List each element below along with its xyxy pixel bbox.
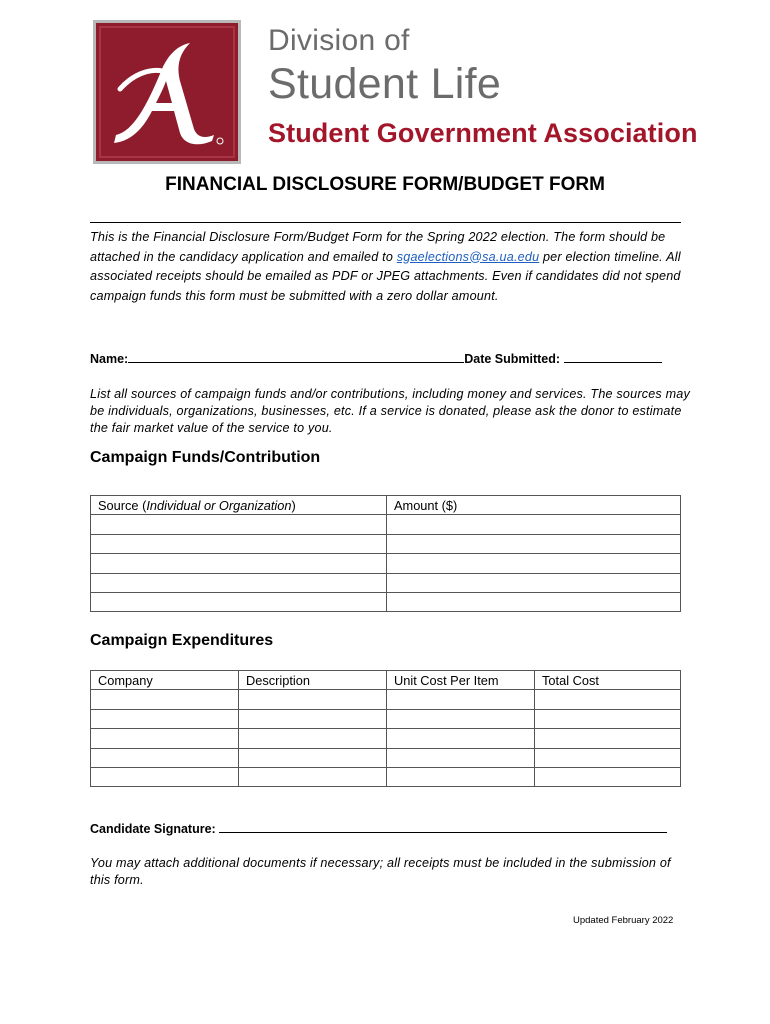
expenditures-table: [90, 670, 681, 787]
name-label: Name: [90, 352, 125, 366]
intro-text-start: This is the Financial Disclosure Form/Budget Form for the Spring 2022 election. The form should be attached in the candidacy application and emailed to: [90, 230, 666, 264]
description-cell[interactable]: [239, 748, 387, 767]
expenditures-header-row: [91, 671, 681, 690]
amount-cell[interactable]: [387, 515, 681, 534]
table-row: [91, 592, 681, 611]
date-field[interactable]: [564, 350, 662, 363]
updated-date: Updated February 2022: [573, 915, 674, 926]
name-colon: :: [124, 352, 129, 366]
form-title: FINANCIAL DISCLOSURE FORM/BUDGET FORM: [165, 174, 605, 195]
company-header: Company: [91, 671, 239, 690]
table-row: [91, 729, 681, 748]
unit-cost-cell[interactable]: [387, 748, 535, 767]
table-row: [91, 573, 681, 592]
signature-field[interactable]: [219, 820, 667, 833]
source-cell[interactable]: [91, 554, 387, 573]
attach-note: You may attach additional documents if necessary; all receipts must be included in the submission of this form.: [90, 856, 671, 887]
ua-logo: [93, 20, 241, 164]
funds-table: [90, 495, 681, 612]
amount-cell[interactable]: [387, 592, 681, 611]
signature-row: [90, 820, 667, 836]
source-header-suffix: ): [291, 497, 296, 513]
total-cost-cell[interactable]: [535, 729, 681, 748]
intro-text-end: per election timeline. All associated receipts should be emailed as PDF or JPEG attachments. Even if candidates did not spend campaign funds this form must be submitted with a zero dollar amount.: [90, 249, 681, 303]
description-cell[interactable]: [239, 729, 387, 748]
table-row: [91, 748, 681, 767]
amount-cell[interactable]: [387, 554, 681, 573]
name-date-row: [90, 350, 690, 366]
total-cost-cell[interactable]: [535, 709, 681, 728]
unit-cost-header: Unit Cost Per Item: [387, 671, 535, 690]
brand-student-life: Student Life: [268, 60, 502, 108]
unit-cost-cell[interactable]: [387, 729, 535, 748]
source-header: [91, 496, 387, 515]
source-cell[interactable]: [91, 573, 387, 592]
script-a-logo-icon: [96, 23, 238, 161]
table-row: [91, 709, 681, 728]
unit-cost-cell[interactable]: [387, 690, 535, 709]
amount-header: Amount ($): [387, 496, 681, 515]
funds-header-row: [91, 496, 681, 515]
source-cell[interactable]: [91, 592, 387, 611]
company-cell[interactable]: [91, 690, 239, 709]
title-divider: [90, 222, 681, 223]
funds-heading: Campaign Funds/Contribution: [90, 449, 321, 466]
table-row: [91, 534, 681, 553]
company-cell[interactable]: [91, 748, 239, 767]
brand-division: Division of: [268, 24, 410, 57]
description-cell[interactable]: [239, 709, 387, 728]
date-colon: :: [555, 352, 561, 366]
table-row: [91, 554, 681, 573]
source-header-prefix: Source (: [98, 497, 147, 513]
source-cell[interactable]: [91, 515, 387, 534]
amount-cell[interactable]: [387, 573, 681, 592]
unit-cost-cell[interactable]: [387, 767, 535, 786]
unit-cost-cell[interactable]: [387, 709, 535, 728]
table-row: [91, 690, 681, 709]
source-header-italic: Individual or Organization: [146, 497, 292, 513]
description-cell[interactable]: [239, 690, 387, 709]
email-link[interactable]: sgaelections@sa.ua.edu: [396, 249, 540, 264]
date-label: Date Submitted: [464, 352, 556, 366]
description-header: Description: [239, 671, 387, 690]
expenditures-heading: Campaign Expenditures: [90, 632, 274, 649]
amount-cell[interactable]: [387, 534, 681, 553]
source-cell[interactable]: [91, 534, 387, 553]
total-cost-cell[interactable]: [535, 690, 681, 709]
list-instructions: List all sources of campaign funds and/or contributions, including money and services. The sources may be individuals, organizations, businesses, etc. If a service is donated, please ask the donor to estimate the fair market value of the service to you.: [90, 387, 691, 435]
company-cell[interactable]: [91, 709, 239, 728]
table-row: [91, 515, 681, 534]
brand-sga: Student Government Association: [268, 118, 698, 148]
company-cell[interactable]: [91, 767, 239, 786]
intro-paragraph: [90, 228, 690, 306]
name-field[interactable]: [128, 350, 464, 363]
signature-label: Candidate Signature:: [90, 822, 216, 836]
total-cost-cell[interactable]: [535, 748, 681, 767]
description-cell[interactable]: [239, 767, 387, 786]
table-row: [91, 767, 681, 786]
total-cost-cell[interactable]: [535, 767, 681, 786]
company-cell[interactable]: [91, 729, 239, 748]
total-cost-header: Total Cost: [535, 671, 681, 690]
